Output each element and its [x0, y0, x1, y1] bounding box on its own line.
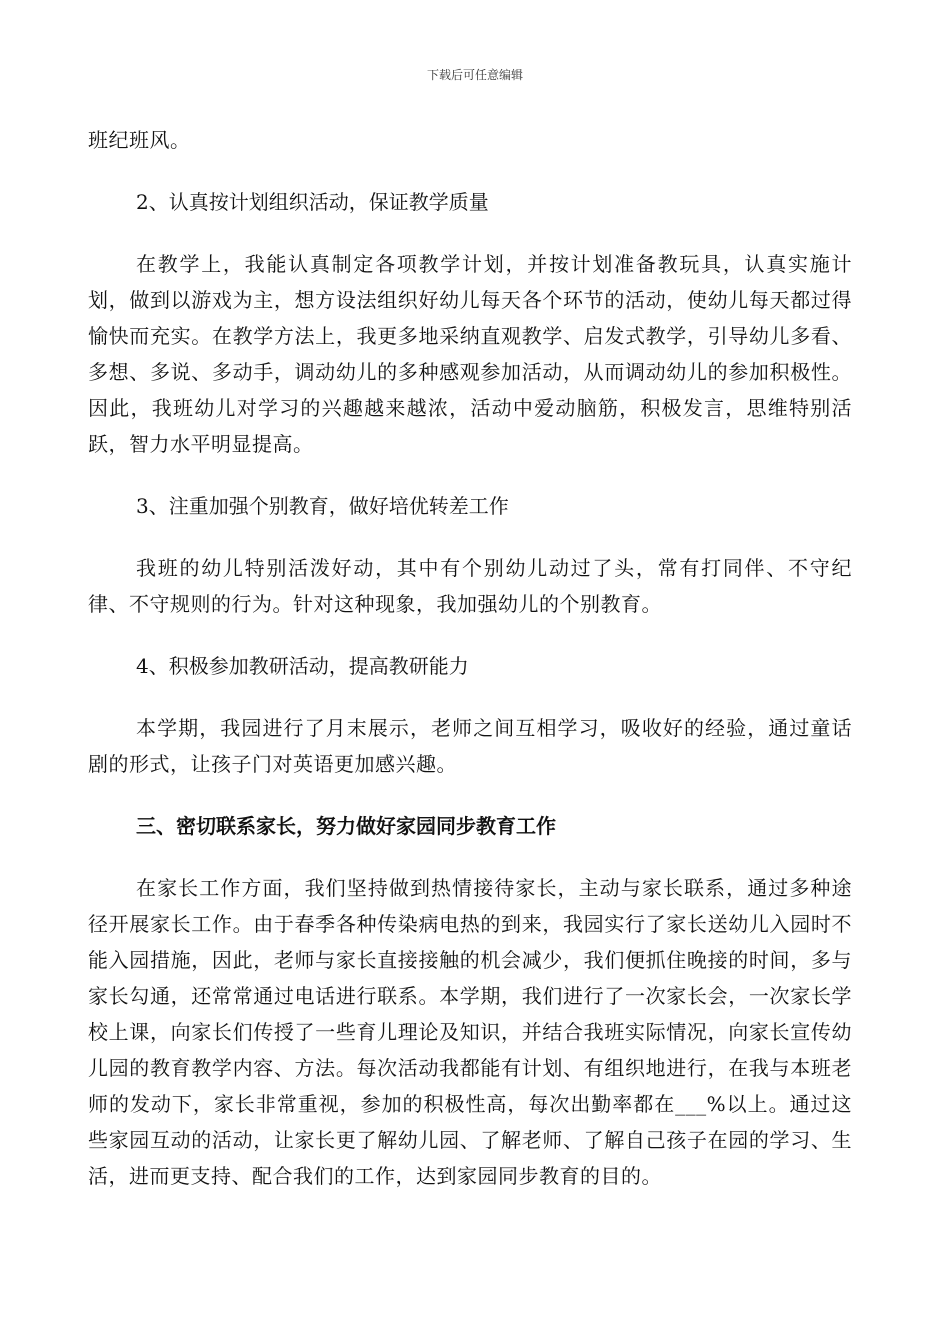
- paragraph-teaching: 在教学上，我能认真制定各项教学计划，并按计划准备教玩具，认真实施计划，做到以游戏为主，想方设法组织好幼儿每天各个环节的活动，使幼儿每天都过得愉快而充实。在教学方法上，我更多地采纳直观教学、启发式教学，引导幼儿多看、多想、多说、多动手，调动幼儿的多种感观参加活动，从而调动幼儿的参加积极性。因此，我班幼儿对学习的兴趣越来越浓，活动中爱动脑筋，积极发言，思维特别活跃，智力水平明显提高。: [88, 252, 852, 456]
- section-heading-3: 3、注重加强个别教育，做好培优转差工作: [136, 494, 509, 518]
- paragraph-parents: 在家长工作方面，我们坚持做到热情接待家长，主动与家长联系，通过多种途径开展家长工作。由于春季各种传染病电热的到来，我园实行了家长送幼儿入园时不能入园措施，因此，老师与家长直接接触的机会减少，我们便抓住晚接的时间，多与家长勾通，还常常通过电话进行联系。本学期，我们进行了一次家长会，一次家长学校上课，向家长们传授了一些育儿理论及知识，并结合我班实际情况，向家长宣传幼儿园的教育教学内容、方法。每次活动我都能有计划、有组织地进行，在我与本班老师的发动下，家长非常重视，参加的积极性高，每次出勤率都在___%以上。通过这些家园互动的活动，让家长更了解幼儿园、了解老师、了解自己孩子在园的学习、生活，进而更支持、配合我们的工作，达到家园同步教育的目的。: [88, 876, 852, 1188]
- document-body: [88, 122, 852, 1194]
- section-heading-4: 4、积极参加教研活动，提高教研能力: [136, 654, 469, 678]
- paragraph-continuation: 班纪班风。: [88, 128, 191, 152]
- chapter-heading-three: 三、密切联系家长，努力做好家园同步教育工作: [136, 814, 556, 838]
- section-heading-2: 2、认真按计划组织活动，保证教学质量: [136, 190, 489, 214]
- page-header: 下载后可任意编辑: [426, 68, 523, 82]
- paragraph-research: 本学期，我园进行了月末展示，老师之间互相学习，吸收好的经验，通过童话剧的形式，让孩子门对英语更加感兴趣。: [88, 716, 852, 776]
- paragraph-individual-education: 我班的幼儿特别活泼好动，其中有个别幼儿动过了头，常有打同伴、不守纪律、不守规则的行为。针对这种现象，我加强幼儿的个别教育。: [88, 556, 852, 616]
